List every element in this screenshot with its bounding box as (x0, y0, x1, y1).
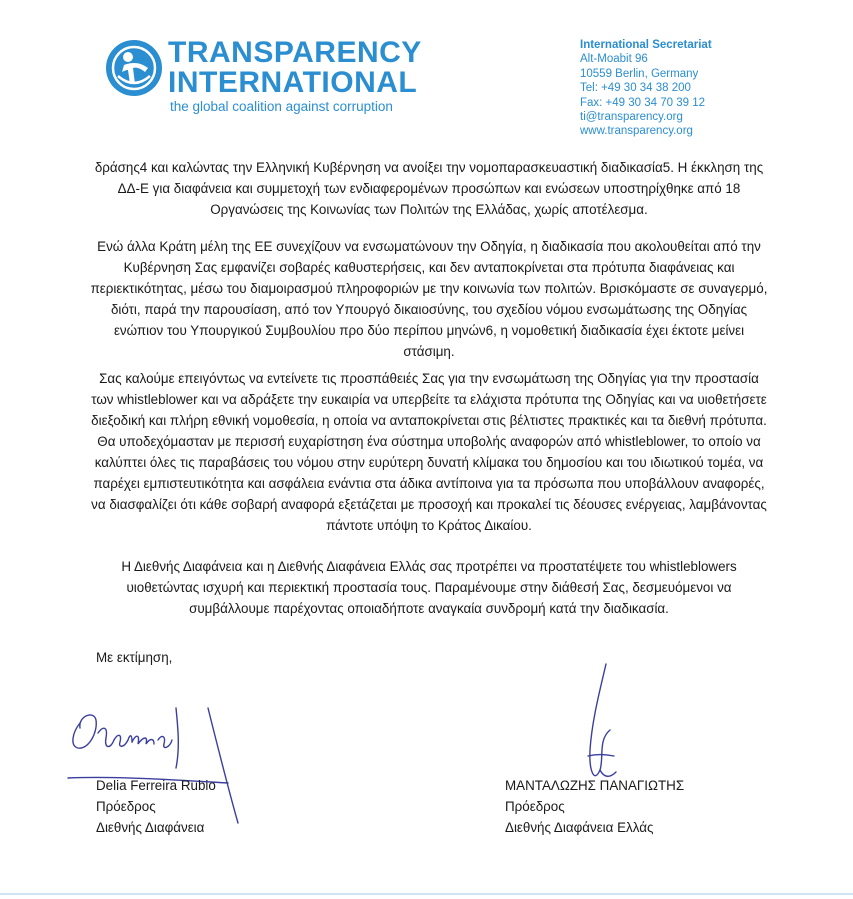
body-paragraph-1: δράσης4 και καλώντας την Ελληνική Κυβέρνηση να ανοίξει την νομοπαρασκευαστική διαδικασία5. Η έκκληση της ΔΔ-Ε για διαφάνεια και συμμετοχή των ενδιαφερομένων προσώπων και ενώσεων υποστηρίχθηκε από 18 Οργανώσεις της Κοινωνίας των Πολιτών της Ελλάδας, χωρίς αποτέλεσμα. (94, 160, 764, 217)
signatory-left (96, 775, 216, 838)
page-bottom-divider (0, 893, 853, 895)
signatory-name: Delia Ferreira Rubio (96, 778, 216, 793)
address-line: Alt-Moabit 96 (580, 53, 648, 66)
address-phone: Tel: +49 30 34 38 200 (580, 82, 691, 95)
body-paragraph-2: Ενώ άλλα Κράτη μέλη της ΕΕ συνεχίζουν να ενσωματώνουν την Οδηγία, η διαδικασία που ακολουθείται από την Κυβέρνηση Σας εμφανίζει σοβαρές καθυστερήσεις, και δεν ανταποκρίνεται στα πρότυπα διαφάνειας και περιεκτικότητας, μέσω του διαμοιρασμού πληροφοριών με την κοινωνία των πολιτών. Βρισκόμαστε σε συναγερμό, διότι, παρά την παρουσίαση, από τον Υπουργό δικαιοσύνης, του σχεδίου νόμου ενσωμάτωσης της Οδηγίας ενώπιον του Υπουργικού Συμβουλίου προ δύο περίπου μηνών6, η νομοθετική διαδικασία έχει έκτοτε μείνει στάσιμη. (90, 239, 768, 359)
signatory-title: Πρόεδρος (505, 799, 565, 814)
transparency-international-logo (104, 36, 424, 116)
address-fax: Fax: +49 30 34 70 39 12 (580, 96, 706, 109)
sender-address (580, 38, 712, 139)
logo-tagline: the global coalition against corruption (170, 99, 393, 114)
address-title: International Secretariat (580, 39, 712, 51)
body-paragraph-4: Η Διεθνής Διαφάνεια και η Διεθνής Διαφάνεια Ελλάς σας προτρέπει να προστατέψετε του whistleblowers υιοθετώντας ισχυρή και περιεκτική προστασία τους. Παραμένουμε στην διάθεσή Σας, δεσμευόμενοι να συμβάλλουμε παρέχοντας οποιαδήποτε αναγκαία συνδρομή κατά την διαδικασία. (121, 559, 737, 616)
logo-text-line1: TRANSPARENCY (168, 36, 422, 69)
signatory-organization: Διεθνής Διαφάνεια (96, 820, 205, 835)
body-paragraph-3: Σας καλούμε επειγόντως να εντείνετε τις προσπάθειές Σας για την ενσωμάτωση της Οδηγίας για την προστασία των whistleblower και να αδράξετε την ευκαιρία να υπερβείτε τα ελάχιστα πρότυπα της Οδηγίας και να υιοθετήσετε διεξοδική και πλήρη εθνική νομοθεσία, η οποία να ανταποκρίνεται στις βέλτιστες πρακτικές και τα διεθνή πρότυπα. Θα υποδεχόμασταν με περισσή ευχαρίστηση ένα σύστημα υποβολής αναφορών από whistleblower, το οποίο να καλύπτει όλες τις παραβάσεις του νόμου στην ευρύτερη δυνατή κλίμακα του δημοσίου και του ιδιωτικού τομέα, να παρέχει εμπιστευτικότητα και ασφάλεια ενάντια στα άδικα αντίποινα για τα πρόσωπα που υποβάλλουν αναφορές, να διασφαλίζει ότι κάθε σοβαρή αναφορά εξετάζεται με προσοχή και προκαλεί τις δέουσες ενέργειας, λαμβάνοντας πάντοτε υπόψη το Κράτος Δικαίου. (91, 371, 767, 533)
address-website: www.transparency.org (580, 125, 693, 138)
signatory-title: Πρόεδρος (96, 799, 156, 814)
logo-emblem-icon (104, 38, 164, 98)
address-email: ti@transparency.org (580, 111, 683, 124)
signatory-right (505, 775, 684, 838)
signatory-name: ΜΑΝΤΑΛΩΖΗΣ ΠΑΝΑΓΙΩΤΗΣ (505, 778, 685, 793)
logo-text-line2: INTERNATIONAL (168, 66, 418, 99)
address-line: 10559 Berlin, Germany (580, 67, 699, 80)
closing-salutation: Με εκτίμηση, (96, 650, 173, 665)
signatory-organization: Διεθνής Διαφάνεια Ελλάς (505, 820, 654, 835)
